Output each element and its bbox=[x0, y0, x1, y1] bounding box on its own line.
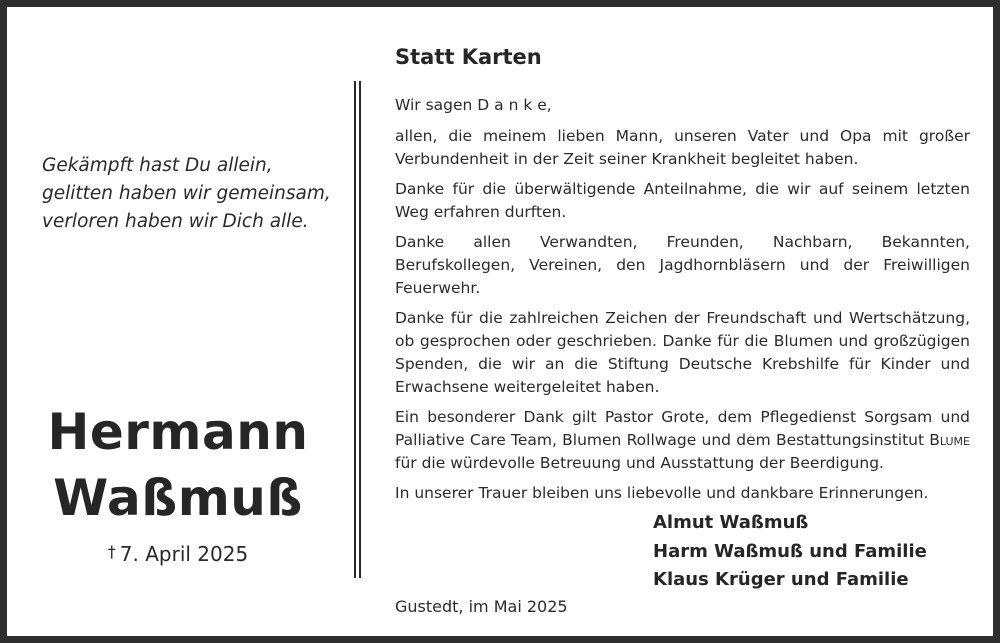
vertical-divider bbox=[359, 81, 361, 578]
quote-line: gelitten haben wir gemeinsam, bbox=[42, 183, 331, 204]
place-and-date: Gustedt, im Mai 2025 bbox=[395, 597, 568, 616]
paragraph: allen, die meinem lieben Mann, unseren Vater und Opa mit großer Verbundenheit in der Zeit seiner Krankheit begleitet haben. bbox=[395, 127, 970, 168]
deceased-first-name: Hermann bbox=[47, 403, 309, 461]
special-thanks-text: für die würdevolle Betreuung und Ausstattung der Beerdigung. bbox=[395, 454, 884, 472]
quote-line: verloren haben wir Dich alle. bbox=[42, 211, 309, 232]
paragraph: Danke für die zahlreichen Zeichen der Freundschaft und Wertschätzung, ob gesprochen oder geschrieben. Danke für die Blumen und großzügigen Spenden, die wir an die Stiftung Deutsche Krebshilfe für Kinder und Erwachsene weitergeleitet haben. bbox=[395, 309, 970, 396]
thank-you-text bbox=[395, 94, 970, 512]
paragraph: Danke allen Verwandten, Freunden, Nachbarn, Bekannten, Berufskollegen, Vereinen, den Jagdhornbläsern und der Freiwilligen Feuerwehr. bbox=[395, 233, 970, 297]
cross-icon: † bbox=[107, 542, 116, 561]
signature-line: Klaus Krüger und Familie bbox=[653, 569, 909, 590]
special-thanks-paragraph bbox=[395, 406, 970, 475]
death-date: 7. April 2025 bbox=[119, 542, 249, 566]
deceased-last-name: Waßmuß bbox=[53, 469, 303, 527]
closing-sentence: In unserer Trauer bleiben uns liebevolle und dankbare Erinnerungen. bbox=[395, 484, 929, 502]
notice-heading: Statt Karten bbox=[395, 45, 542, 69]
death-date-line bbox=[7, 542, 349, 566]
vertical-divider bbox=[354, 81, 356, 578]
special-thanks-text: Ein besonderer Dank gilt Pastor Grote, dem Pflegedienst Sorgsam und Palliative Care Team, Blumen Rollwage und dem Bestattungsinstitut bbox=[395, 408, 970, 449]
signature-line: Harm Waßmuß und Familie bbox=[653, 540, 927, 562]
signature-line: Almut Waßmuß bbox=[653, 512, 809, 533]
paragraph: Danke für die überwältigende Anteilnahme, die wir auf seinem letzten Weg erfahren durften. bbox=[395, 180, 970, 221]
greeting: Wir sagen D a n k e, bbox=[395, 96, 552, 114]
quote-line: Gekämpft hast Du allein, bbox=[42, 155, 273, 176]
memorial-quote bbox=[42, 152, 331, 236]
funeral-home-name: Blume bbox=[929, 431, 970, 449]
signatures bbox=[653, 509, 927, 595]
